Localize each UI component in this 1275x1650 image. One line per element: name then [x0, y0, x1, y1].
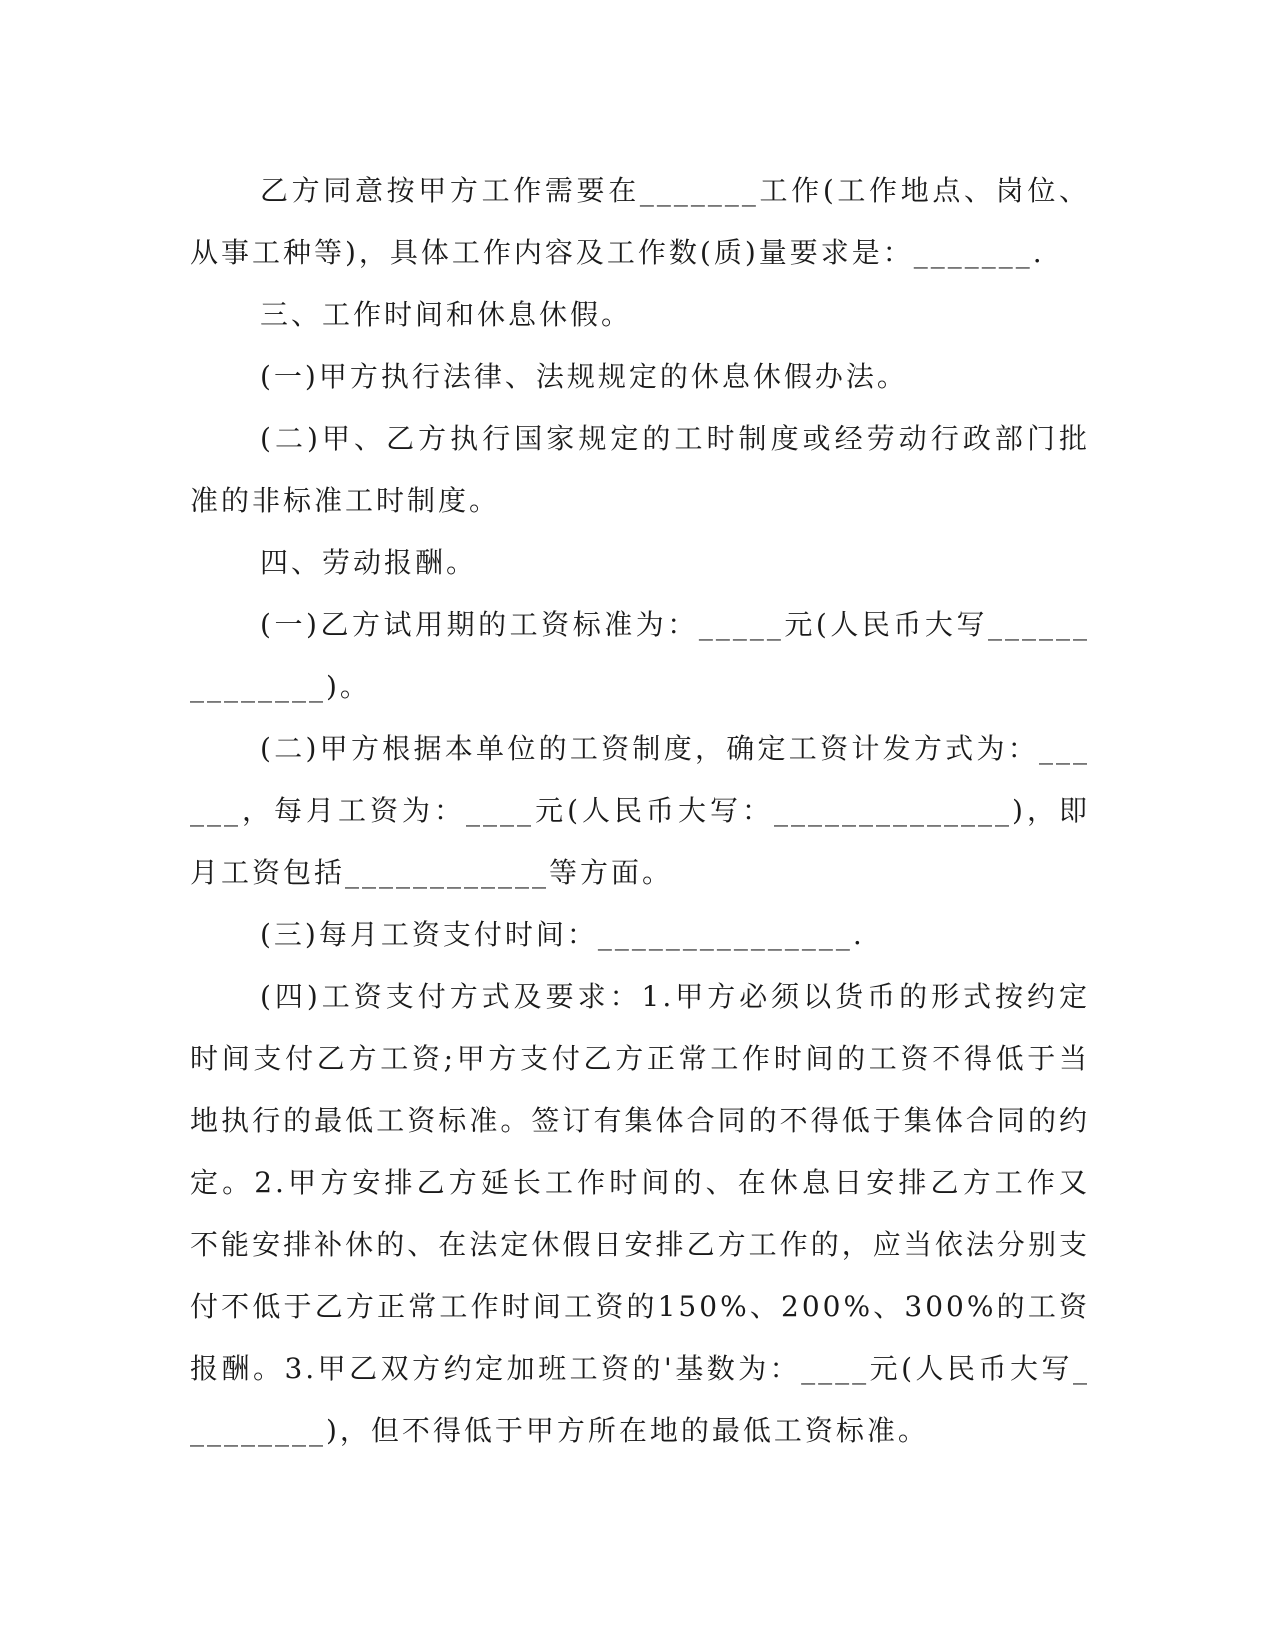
paragraph-working-hours-system: (二)甲、乙方执行国家规定的工时制度或经劳动行政部门批准的非标准工时制度。	[190, 422, 1090, 517]
paragraph-work-location: 乙方同意按甲方工作需要在_______工作(工作地点、岗位、从事工种等)，具体工作内容及工作数(质)量要求是：_______.	[190, 174, 1090, 269]
paragraph-probation-wage: (一)乙方试用期的工资标准为：_____元(人民币大写______________)。	[190, 608, 1090, 703]
paragraph-monthly-wage: (二)甲方根据本单位的工资制度，确定工资计发方式为：______，每月工资为：____元(人民币大写：______________)，即月工资包括____________等方面。	[190, 732, 1090, 889]
paragraph-pay-time: (三)每月工资支付时间：_______________.	[260, 918, 865, 951]
heading-remuneration: 四、劳动报酬。	[260, 546, 478, 579]
document-body	[190, 160, 1090, 1462]
heading-work-hours: 三、工作时间和休息休假。	[260, 298, 633, 331]
paragraph-rest-leave: (一)甲方执行法律、法规规定的休息休假办法。	[260, 360, 908, 393]
paragraph-payment-method: (四)工资支付方式及要求：1.甲方必须以货币的形式按约定时间支付乙方工资;甲方支付乙方正常工作时间的工资不得低于当地执行的最低工资标准。签订有集体合同的不得低于集体合同的约定。2.甲方安排乙方延长工作时间的、在休息日安排乙方工作又不能安排补休的、在法定休假日安排乙方工作的，应当依法分别支付不低于乙方正常工作时间工资的150%、200%、300%的工资报酬。3.甲乙双方约定加班工资的'基数为：____元(人民币大写_________)，但不得低于甲方所在地的最低工资标准。	[190, 980, 1090, 1447]
